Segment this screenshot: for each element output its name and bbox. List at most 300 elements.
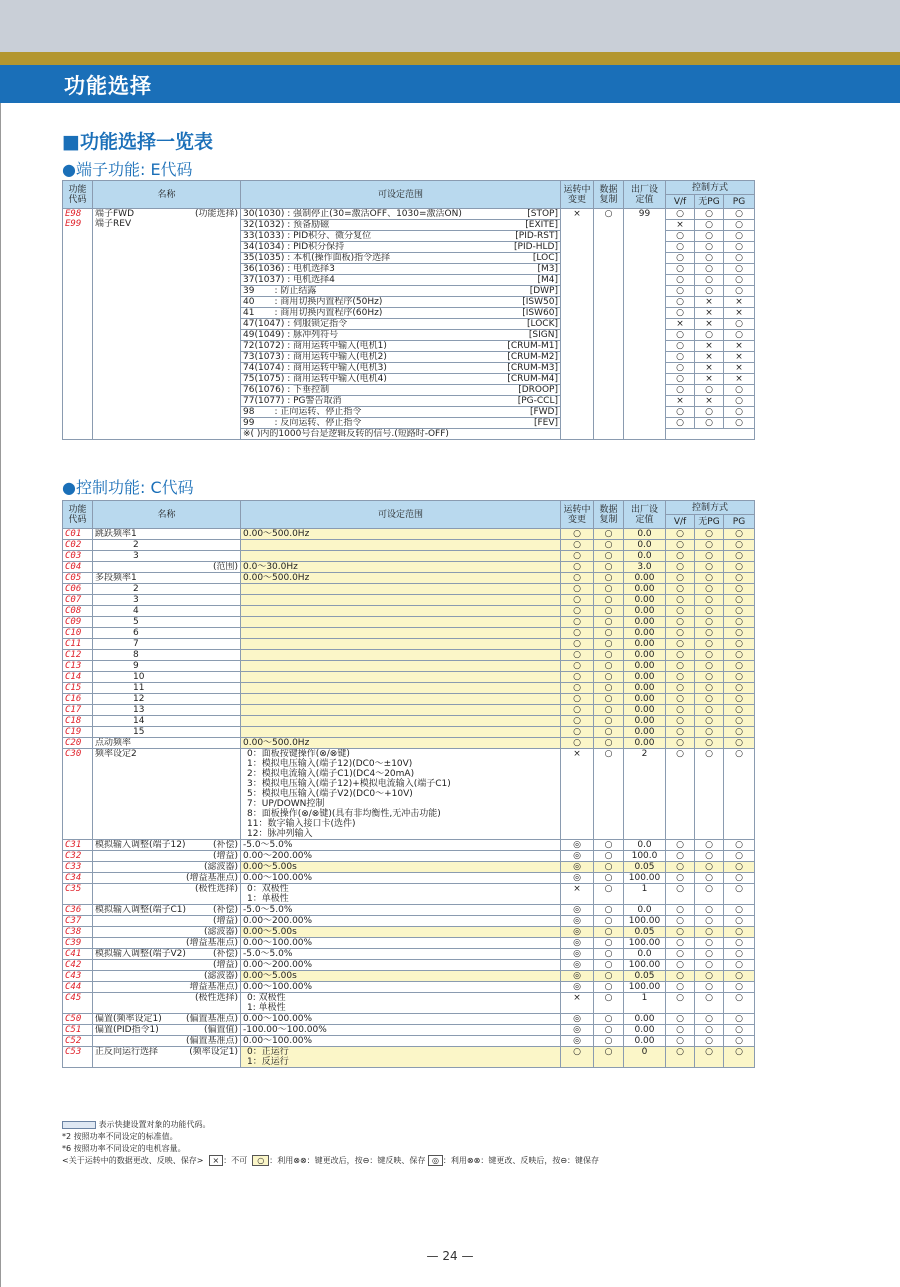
e-range-cell	[241, 220, 561, 231]
e-ctrl-mark: ×	[695, 297, 724, 308]
c-fac: 100.00	[624, 938, 666, 949]
c-name: 多段频率1	[95, 573, 137, 583]
c-copy: ○	[594, 738, 624, 749]
c-name-line	[95, 551, 238, 561]
c-name-cell	[93, 727, 241, 738]
c-row-c08	[63, 606, 755, 617]
c-ctrl-mark: ○	[724, 873, 755, 884]
c-table-subtitle: ●控制功能: C代码	[62, 478, 194, 497]
c-ctrl-mark: ○	[724, 529, 755, 540]
c-range-option: 1: 单极性	[247, 1003, 286, 1013]
c-row-c20	[63, 738, 755, 749]
e-range-text: 41 : 商用切换内置程序(60Hz)	[243, 308, 383, 318]
c-name-cell	[93, 683, 241, 694]
c-name-line	[95, 1014, 238, 1024]
e-range-tag: [DWP]	[529, 286, 558, 296]
c-run: ○	[561, 672, 594, 683]
c-name-cell	[93, 617, 241, 628]
e-range-cell	[241, 363, 561, 374]
note-6: *6 按照功率不同设定的电机容量。	[62, 1144, 186, 1153]
c-code: C03	[63, 551, 93, 562]
c-name: 偏置(频率设定1)	[95, 1014, 162, 1024]
c-name: 模拟输入调整(端子V2)	[95, 949, 186, 959]
c-row-c50	[63, 1014, 755, 1025]
e-range-cell	[241, 341, 561, 352]
c-range-cell	[241, 639, 561, 650]
e-range	[243, 418, 558, 428]
c-run: ○	[561, 650, 594, 661]
col-vf: V/f	[666, 195, 695, 209]
c-fac: 100.0	[624, 851, 666, 862]
legend-swatch	[62, 1121, 96, 1129]
col-code	[63, 181, 93, 209]
col-range: 可设定范围	[241, 181, 561, 209]
e-ctrl-mark: ×	[724, 363, 755, 374]
e-code: E99	[65, 219, 82, 229]
c-ctrl-mark: ○	[695, 683, 724, 694]
c-range: 0.00～500.0Hz	[243, 529, 310, 539]
c-name-cell	[93, 938, 241, 949]
e-ctrl-mark: ○	[695, 286, 724, 297]
c-fac: 0.00	[624, 617, 666, 628]
c-fac: 0.0	[624, 529, 666, 540]
left-rule	[0, 103, 1, 1287]
c-ctrl-mark: ○	[666, 862, 695, 873]
e-range-cell	[241, 275, 561, 286]
c-range: -100.00～100.00%	[243, 1025, 327, 1035]
c-run: ◎	[561, 862, 594, 873]
e-range	[243, 330, 558, 340]
e-range-tag: [CRUM-M4]	[507, 374, 558, 384]
c-ctrl-mark: ○	[695, 916, 724, 927]
e-range-cell	[241, 374, 561, 385]
e-code-table	[62, 180, 755, 440]
c-run: ○	[561, 628, 594, 639]
c-name-line	[95, 982, 238, 992]
e-range-tag: [PID-HLD]	[514, 242, 558, 252]
e-code: E98	[65, 209, 82, 219]
c-fac: 1	[624, 993, 666, 1014]
e-range-tag: [DROOP]	[518, 385, 558, 395]
c-ctrl-mark: ○	[695, 1025, 724, 1036]
c-name-cell	[93, 840, 241, 851]
c-name-cell	[93, 628, 241, 639]
key-x-text: ：不可	[223, 1156, 248, 1165]
e-range-cell	[241, 264, 561, 275]
c-fac: 0.00	[624, 573, 666, 584]
e-range	[243, 385, 558, 395]
c-range: 0.00～5.00s	[243, 927, 297, 937]
c-col-code: 功能 代码	[63, 501, 93, 529]
e-range-tag: [PID-RST]	[515, 231, 558, 241]
c-copy: ○	[594, 1047, 624, 1068]
c-ctrl-mark: ○	[666, 573, 695, 584]
c-ctrl-mark: ○	[695, 573, 724, 584]
c-code: C02	[63, 540, 93, 551]
c-ctrl-mark: ○	[724, 683, 755, 694]
c-copy: ○	[594, 840, 624, 851]
c-ctrl-mark: ○	[695, 938, 724, 949]
c-name-line	[95, 938, 238, 948]
e-range-tag: [LOCK]	[527, 319, 558, 329]
e-ctrl-mark: ○	[724, 220, 755, 231]
c-ctrl-mark: ○	[695, 705, 724, 716]
header-bar	[0, 65, 900, 103]
c-ctrl-mark: ○	[695, 562, 724, 573]
c-ctrl-mark: ○	[724, 661, 755, 672]
c-range-option: 11：数字输入接口卡(选件)	[247, 819, 356, 829]
c-name-line	[95, 661, 238, 671]
e-range-text: 99 : 反向运转、停止指令	[243, 418, 362, 428]
e-ctrl-mark: ×	[724, 352, 755, 363]
c-ctrl-mark: ○	[695, 1036, 724, 1047]
c-run: ○	[561, 551, 594, 562]
e-footnote-blank	[666, 429, 755, 440]
e-range-tag: [STOP]	[527, 209, 558, 219]
e-range	[243, 374, 558, 384]
c-row-c02	[63, 540, 755, 551]
c-name-cell	[93, 1025, 241, 1036]
c-name-cell	[93, 529, 241, 540]
c-range-option: 1：模拟电压输入(端子12)(DC0～±10V)	[247, 759, 413, 769]
c-ctrl-mark: ○	[724, 949, 755, 960]
c-copy: ○	[594, 617, 624, 628]
page-number: — 24 —	[426, 1249, 474, 1263]
c-row-c09	[63, 617, 755, 628]
e-name: 端子REV	[95, 219, 132, 229]
c-row-c15	[63, 683, 755, 694]
c-name-cell	[93, 916, 241, 927]
c-run: ◎	[561, 873, 594, 884]
e-range	[243, 275, 558, 285]
c-range-cell	[241, 683, 561, 694]
e-ctrl-mark: ○	[695, 330, 724, 341]
c-ctrl-mark: ○	[695, 551, 724, 562]
c-name: 4	[133, 606, 139, 616]
e-range-tag: [CRUM-M2]	[507, 352, 558, 362]
c-ctrl-mark: ○	[666, 628, 695, 639]
c-row-c44	[63, 982, 755, 993]
c-ctrl-mark: ○	[724, 840, 755, 851]
c-row-c07	[63, 595, 755, 606]
e-code-cell	[63, 209, 93, 440]
c-ctrl-mark: ○	[666, 993, 695, 1014]
c-range-cell	[241, 884, 561, 905]
c-range: -5.0～5.0%	[243, 905, 293, 915]
key-o-box: ○	[252, 1155, 269, 1166]
c-run: ○	[561, 661, 594, 672]
e-range	[243, 363, 558, 373]
c-name-cell	[93, 982, 241, 993]
e-range-text: 39 : 防止结露	[243, 286, 317, 296]
e-range-text: 72(1072) : 商用运转中输入(电机1)	[243, 341, 387, 351]
c-ctrl-mark: ○	[695, 873, 724, 884]
c-fac: 0.0	[624, 905, 666, 916]
e-ctrl-mark: ○	[666, 209, 695, 220]
e-range-cell	[241, 242, 561, 253]
c-ctrl-mark: ○	[724, 595, 755, 606]
c-copy: ○	[594, 705, 624, 716]
c-copy: ○	[594, 1036, 624, 1047]
col-name: 名称	[93, 181, 241, 209]
c-copy: ○	[594, 916, 624, 927]
c-name-note: (频率设定1)	[189, 1047, 238, 1057]
c-row-c36	[63, 905, 755, 916]
c-copy: ○	[594, 971, 624, 982]
e-range-text: 37(1037) : 电机选择4	[243, 275, 335, 285]
c-copy: ○	[594, 540, 624, 551]
c-name-line	[95, 540, 238, 550]
c-copy: ○	[594, 949, 624, 960]
c-ctrl-mark: ○	[724, 982, 755, 993]
c-copy: ○	[594, 661, 624, 672]
c-ctrl-mark: ○	[695, 595, 724, 606]
e-ctrl-mark: ○	[695, 253, 724, 264]
c-name-cell	[93, 927, 241, 938]
e-ctrl-mark: ○	[666, 385, 695, 396]
c-ctrl-mark: ○	[666, 960, 695, 971]
e-ctrl-mark: ○	[724, 418, 755, 429]
c-ctrl-mark: ○	[666, 694, 695, 705]
e-range-cell	[241, 396, 561, 407]
c-ctrl-mark: ○	[666, 916, 695, 927]
c-range-cell	[241, 993, 561, 1014]
c-fac: 0.00	[624, 694, 666, 705]
e-ctrl-mark: ○	[666, 352, 695, 363]
c-name-line	[95, 1025, 238, 1035]
e-range-text: 35(1035) : 本机(操作面板)指令选择	[243, 253, 391, 263]
c-name-line	[95, 851, 238, 861]
c-ctrl-mark: ○	[666, 840, 695, 851]
c-ctrl-mark: ○	[724, 584, 755, 595]
c-fac: 0.00	[624, 716, 666, 727]
c-copy: ○	[594, 884, 624, 905]
c-range-cell	[241, 949, 561, 960]
c-ctrl-mark: ○	[666, 540, 695, 551]
c-range-cell	[241, 960, 561, 971]
c-range-cell	[241, 905, 561, 916]
e-ctrl-mark: ○	[695, 264, 724, 275]
c-code: C05	[63, 573, 93, 584]
e-ctrl-mark: ×	[695, 341, 724, 352]
c-fac: 0.00	[624, 672, 666, 683]
c-name: 9	[133, 661, 139, 671]
c-row-c45	[63, 993, 755, 1014]
c-ctrl-mark: ○	[695, 584, 724, 595]
c-name-cell	[93, 716, 241, 727]
c-ctrl-mark: ○	[695, 738, 724, 749]
c-name-note: (范围)	[212, 562, 238, 572]
c-range: -5.0～5.0%	[243, 949, 293, 959]
c-col-copy: 数据 复制	[594, 501, 624, 529]
c-ctrl-mark: ○	[724, 551, 755, 562]
c-code: C35	[63, 884, 93, 905]
c-ctrl-mark: ○	[695, 749, 724, 840]
c-ctrl-mark: ○	[666, 595, 695, 606]
c-row-c10	[63, 628, 755, 639]
c-name-cell	[93, 573, 241, 584]
c-ctrl-mark: ○	[695, 840, 724, 851]
c-fac: 0.00	[624, 1014, 666, 1025]
c-name-line	[95, 1036, 238, 1046]
c-range-cell	[241, 540, 561, 551]
c-name-cell	[93, 540, 241, 551]
col-run: 运转中 变更	[561, 181, 594, 209]
e-ctrl-mark: ○	[724, 286, 755, 297]
c-col-name: 名称	[93, 501, 241, 529]
c-ctrl-mark: ○	[724, 1014, 755, 1025]
c-row-c19	[63, 727, 755, 738]
c-ctrl-mark: ○	[724, 540, 755, 551]
c-range: -5.0～5.0%	[243, 840, 293, 850]
c-name-line	[95, 949, 238, 959]
c-range-option: 0：正运行	[247, 1047, 289, 1057]
e-range-tag: [FWD]	[529, 407, 558, 417]
c-ctrl-mark: ○	[724, 1047, 755, 1068]
c-ctrl-mark: ○	[724, 727, 755, 738]
c-name-line	[95, 694, 238, 704]
c-range-cell	[241, 916, 561, 927]
c-ctrl-mark: ○	[695, 650, 724, 661]
c-ctrl-mark: ○	[695, 993, 724, 1014]
e-range-tag: [FEV]	[533, 418, 558, 428]
c-col-nopg: 无PG	[695, 515, 724, 529]
c-code: C44	[63, 982, 93, 993]
c-fac: 100.00	[624, 916, 666, 927]
c-ctrl-mark: ○	[724, 905, 755, 916]
c-ctrl-mark: ○	[695, 529, 724, 540]
c-code: C38	[63, 927, 93, 938]
c-name: 5	[133, 617, 139, 627]
e-range-tag: [CRUM-M1]	[507, 341, 558, 351]
c-ctrl-mark: ○	[666, 738, 695, 749]
e-ctrl-mark: ○	[666, 341, 695, 352]
e-ctrl-mark: ○	[724, 231, 755, 242]
c-range-cell	[241, 851, 561, 862]
c-run: ×	[561, 993, 594, 1014]
c-code: C19	[63, 727, 93, 738]
c-fac: 0.0	[624, 949, 666, 960]
c-fac: 100.00	[624, 873, 666, 884]
c-run: ○	[561, 562, 594, 573]
c-ctrl-mark: ○	[724, 672, 755, 683]
e-ctrl-mark: ○	[695, 407, 724, 418]
c-range: 0.00～100.00%	[243, 1014, 313, 1024]
c-ctrl-mark: ○	[666, 606, 695, 617]
c-ctrl-mark: ○	[724, 628, 755, 639]
c-ctrl-mark: ○	[666, 562, 695, 573]
c-fac: 0.05	[624, 862, 666, 873]
c-run: ○	[561, 738, 594, 749]
e-ctrl-mark: ○	[724, 264, 755, 275]
e-range-cell	[241, 330, 561, 341]
c-name-line	[95, 617, 238, 627]
c-range-cell	[241, 617, 561, 628]
c-fac: 0.00	[624, 628, 666, 639]
c-copy: ○	[594, 716, 624, 727]
c-code: C11	[63, 639, 93, 650]
e-footnote: ※( )内的1000号台是逻辑反转的信号.(短路时-OFF)	[241, 429, 561, 440]
e-factory: 99	[624, 209, 666, 440]
c-range-cell	[241, 1047, 561, 1068]
e-ctrl-mark: ×	[695, 308, 724, 319]
section-title: ■功能选择一览表	[62, 131, 213, 153]
c-name-cell	[93, 694, 241, 705]
c-fac: 0.00	[624, 661, 666, 672]
e-ctrl-mark: ○	[666, 407, 695, 418]
e-range	[243, 264, 558, 274]
c-row-c52	[63, 1036, 755, 1047]
c-name: 点动频率	[95, 738, 132, 748]
e-range	[243, 220, 558, 230]
c-name-line	[95, 738, 238, 748]
e-ctrl-mark: ○	[666, 330, 695, 341]
c-name-line	[95, 727, 238, 737]
c-range: 0.00～5.00s	[243, 971, 297, 981]
c-ctrl-mark: ○	[695, 716, 724, 727]
c-name-cell	[93, 905, 241, 916]
c-range-cell	[241, 862, 561, 873]
c-ctrl-mark: ○	[724, 694, 755, 705]
c-run: ◎	[561, 1014, 594, 1025]
c-name-cell	[93, 862, 241, 873]
c-name-cell	[93, 873, 241, 884]
e-ctrl-mark: ○	[666, 374, 695, 385]
c-name-cell	[93, 551, 241, 562]
c-name-note: (极性选择)	[194, 993, 238, 1003]
c-range: 0.00～200.00%	[243, 916, 313, 926]
e-ctrl-mark: ○	[666, 286, 695, 297]
e-run: ×	[561, 209, 594, 440]
c-name-line	[95, 705, 238, 715]
c-ctrl-mark: ○	[666, 617, 695, 628]
c-ctrl-mark: ○	[724, 993, 755, 1014]
c-ctrl-mark: ○	[666, 1025, 695, 1036]
c-code: C30	[63, 749, 93, 840]
key-o-text: ：利用⊗⊗：键更改后，按⊖：键反映、保存	[269, 1156, 426, 1165]
c-fac: 0.05	[624, 927, 666, 938]
c-fac: 0.0	[624, 540, 666, 551]
c-ctrl-mark: ○	[695, 884, 724, 905]
c-fac: 0.00	[624, 584, 666, 595]
c-range: 0.00～100.00%	[243, 873, 313, 883]
e-range-tag: [SIGN]	[528, 330, 558, 340]
c-run: ◎	[561, 982, 594, 993]
c-range-cell	[241, 650, 561, 661]
c-ctrl-mark: ○	[724, 650, 755, 661]
c-ctrl-mark: ○	[724, 749, 755, 840]
c-ctrl-mark: ○	[724, 606, 755, 617]
c-range-cell	[241, 938, 561, 949]
c-fac: 0.00	[624, 1025, 666, 1036]
c-run: ◎	[561, 971, 594, 982]
c-range-cell	[241, 595, 561, 606]
e-range-tag: [ISW50]	[522, 297, 558, 307]
c-row-c04	[63, 562, 755, 573]
c-ctrl-mark: ○	[724, 738, 755, 749]
c-code: C37	[63, 916, 93, 927]
c-code: C52	[63, 1036, 93, 1047]
c-row-c42	[63, 960, 755, 971]
c-run: ◎	[561, 1036, 594, 1047]
c-ctrl-mark: ○	[724, 916, 755, 927]
c-ctrl-mark: ○	[695, 927, 724, 938]
c-ctrl-mark: ○	[695, 672, 724, 683]
c-code: C07	[63, 595, 93, 606]
c-copy: ○	[594, 927, 624, 938]
c-code: C04	[63, 562, 93, 573]
c-fac: 0.00	[624, 738, 666, 749]
